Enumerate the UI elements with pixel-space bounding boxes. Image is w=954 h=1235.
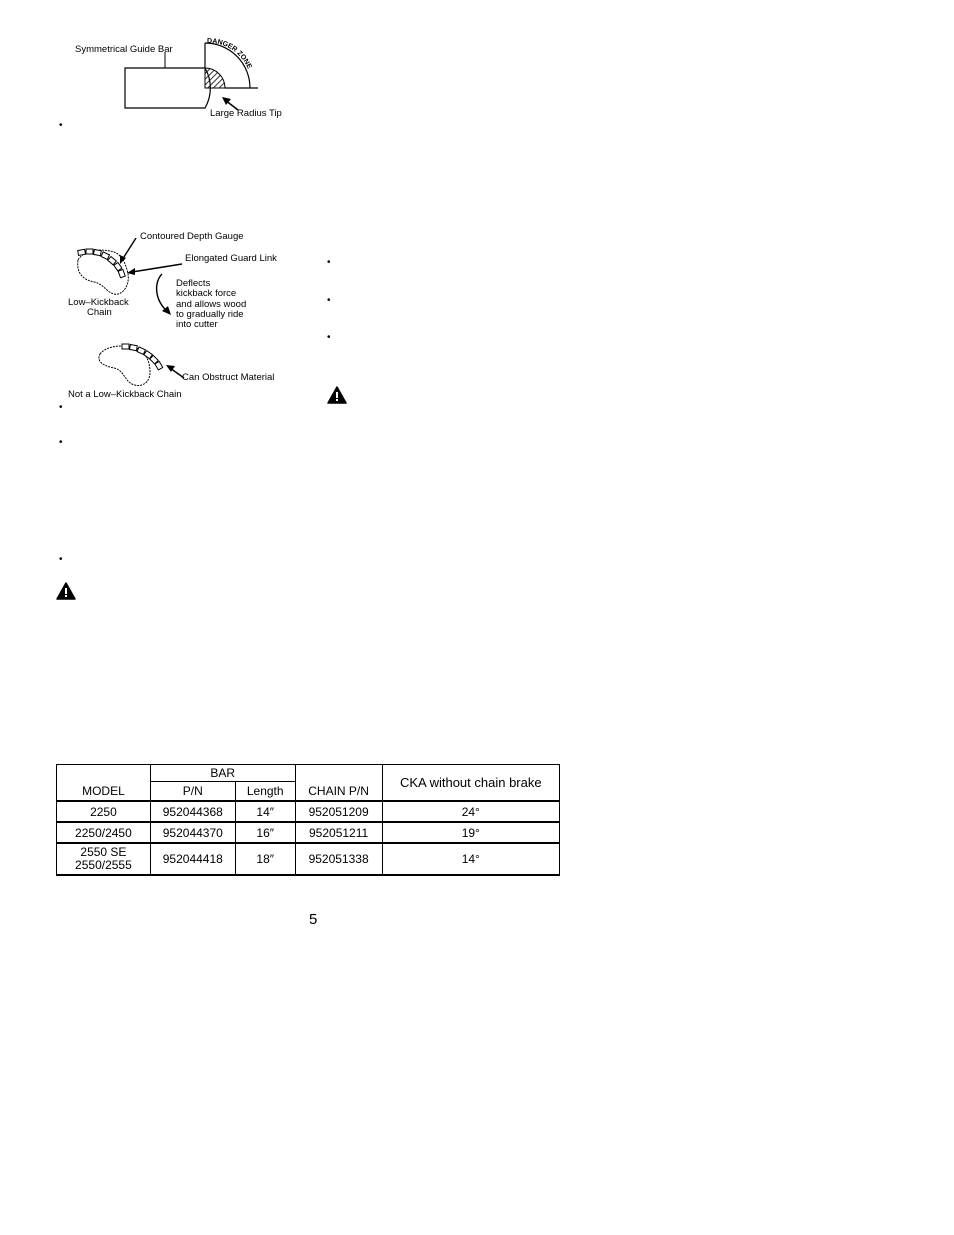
header-model: MODEL: [57, 765, 151, 802]
label-chain: Chain: [87, 307, 112, 318]
bullet-7: •: [327, 332, 331, 343]
label-not-low-kickback: Not a Low–Kickback Chain: [68, 389, 182, 400]
cell-model: 2250: [57, 801, 151, 822]
deflects-line-1: Deflects: [176, 278, 211, 289]
warning-icon: [56, 582, 76, 600]
bullet-1: •: [59, 120, 63, 131]
label-large-radius-tip: Large Radius Tip: [210, 108, 282, 119]
bullet-4: •: [59, 554, 63, 565]
cell-model: 2250/2450: [57, 822, 151, 843]
cell-model-line-2: 2550/2555: [75, 858, 132, 872]
label-contoured-depth-gauge: Contoured Depth Gauge: [140, 231, 244, 242]
bullet-2: •: [59, 402, 63, 413]
header-length: Length: [235, 782, 295, 802]
cell-model-line-1: 2550 SE: [80, 845, 127, 859]
cell-bar-pn: 952044418: [150, 843, 235, 875]
danger-zone-label: DANGER ZONE: [206, 37, 253, 70]
cell-length: 18″: [235, 843, 295, 875]
cell-cka: 19°: [382, 822, 559, 843]
cell-cka: 24°: [382, 801, 559, 822]
cell-bar-pn: 952044368: [150, 801, 235, 822]
deflects-line-3: and allows wood: [176, 298, 247, 310]
label-elongated-guard-link: Elongated Guard Link: [185, 253, 277, 264]
cell-length: 16″: [235, 822, 295, 843]
chain-diagram: [70, 238, 210, 388]
cell-bar-pn: 952044370: [150, 822, 235, 843]
cell-chain-pn: 952051338: [295, 843, 382, 875]
table-row: [57, 843, 560, 875]
deflects-line-4: to gradually ride: [176, 308, 244, 320]
warning-icon: [327, 386, 347, 404]
table-row: [57, 822, 560, 843]
header-cka: CKA without chain brake: [382, 765, 559, 802]
cell-chain-pn: 952051209: [295, 801, 382, 822]
svg-text:DANGER ZONE: [207, 38, 253, 70]
danger-zone-label-svg: [195, 30, 265, 90]
header-bar: BAR: [150, 765, 295, 782]
header-chain-pn: CHAIN P/N: [295, 765, 382, 802]
label-low-kickback: Low–Kickback: [68, 297, 129, 308]
cell-length: 14″: [235, 801, 295, 822]
spec-table: [56, 764, 560, 876]
header-pn: P/N: [150, 782, 235, 802]
bullet-6: •: [327, 295, 331, 306]
label-can-obstruct: Can Obstruct Material: [182, 372, 275, 383]
page-number: 5: [309, 911, 318, 928]
cell-cka: 14°: [382, 843, 559, 875]
bullet-5: •: [327, 257, 331, 268]
deflects-line-2: kickback force: [176, 288, 237, 300]
cell-model: [57, 843, 151, 875]
cell-chain-pn: 952051211: [295, 822, 382, 843]
bullet-3: •: [59, 437, 63, 448]
deflects-line-5: into cutter: [176, 319, 218, 331]
table-row: [57, 801, 560, 822]
label-symmetrical-guide-bar: Symmetrical Guide Bar: [75, 44, 173, 55]
